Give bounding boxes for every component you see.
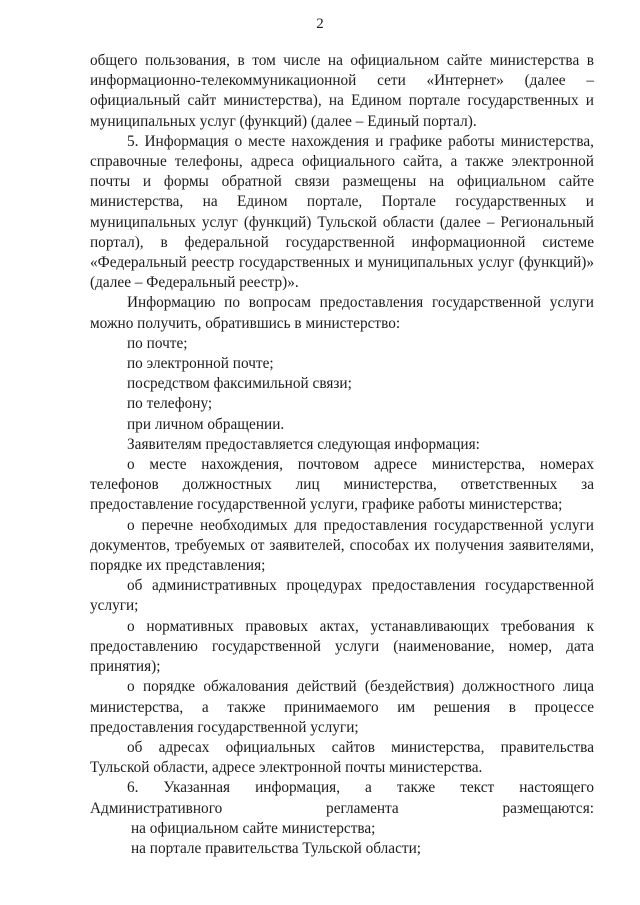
paragraph-continuation: общего пользования, в том числе на официальном сайте министерства в информационно-телекоммуникационной сети «Интернет» (далее – официальный сайт министерства), на Едином портале государственных и муниципальных услуг (функций) (далее – Единый портал). <box>90 52 594 130</box>
paragraph-location: о месте нахождения, почтовом адресе министерства, номерах телефонов должностных лиц министерства, ответственных за предоставление государственной услуги, графике работы министерства; <box>90 456 594 514</box>
paragraph-appeal: о порядке обжалования действий (бездействия) должностного лица министерства, а также принимаемого им решения в процессе предоставления государственной услуги; <box>90 678 594 736</box>
paragraph-procedures: об административных процедурах предоставления государственной услуги; <box>90 577 594 615</box>
paragraph-legal-acts: о нормативных правовых актах, устанавливающих требования к предоставлению государственной услуги (наименование, номер, дата принятия); <box>90 617 594 676</box>
document-body <box>90 51 594 859</box>
list-item-fax: посредством факсимильной связи; <box>127 375 352 393</box>
paragraph-info-request: Информацию по вопросам предоставления государственной услуги можно получить, обратившись в министерство: <box>90 294 594 332</box>
page-number: 2 <box>316 16 324 32</box>
list-item-phone: по телефону; <box>127 395 213 413</box>
paragraph-item-6: 6. Указанная информация, а также текст настоящего Административного регламента размещаются: <box>90 779 594 817</box>
paragraph-documents: о перечне необходимых для предоставления государственной услуги документов, требуемых от заявителей, способах их получения заявителями, порядке их представления; <box>90 516 594 575</box>
list-item-official-site: на официальном сайте министерства; <box>131 819 376 837</box>
paragraph-item-5: 5. Информация о месте нахождения и графике работы министерства, справочные телефоны, адреса официального сайта, а также электронной почты и формы обратной связи размещены на официальном сайте министерства, на Едином портале, Портале государственных и муниципальных услуг (функций) Тульской области (далее – Региональный портал), в федеральной государственной информационной системе «Федеральный реестр государственных и муниципальных услуг (функций)» (далее – Федеральный реестр)». <box>90 132 594 292</box>
list-item-email: по электронной почте; <box>127 355 274 373</box>
list-item-in-person: при личном обращении. <box>127 415 285 433</box>
paragraph-websites: об адресах официальных сайтов министерства, правительства Тульской области, адресе электронной почты министерства. <box>90 738 594 777</box>
paragraph-info-provided: Заявителям предоставляется следующая информация: <box>127 435 480 453</box>
list-item-government-portal: на портале правительства Тульской области; <box>131 839 422 857</box>
list-item-mail: по почте; <box>127 334 188 352</box>
